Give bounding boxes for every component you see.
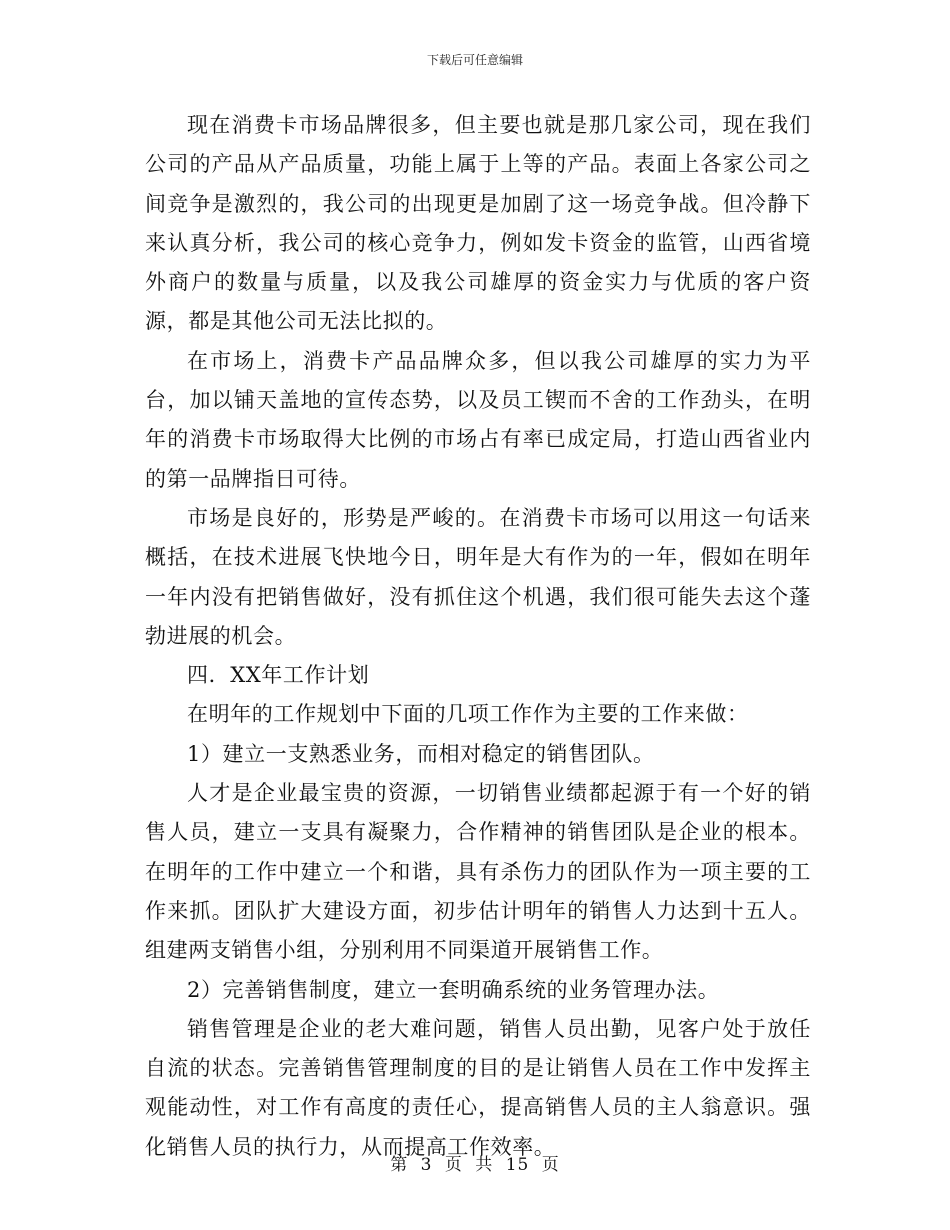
paragraph: 人才是企业最宝贵的资源，一切销售业绩都起源于有一个好的销售人员，建立一支具有凝聚力，合作精神的销售团队是企业的根本。在明年的工作中建立一个和谐，具有杀伤力的团队作为一项主要的工作来抓。团队扩大建设方面，初步估计明年的销售人力达到十五人。组建两支销售小组，分别利用不同渠道开展销售工作。 bbox=[145, 781, 811, 963]
list-item-heading: 1）建立一支熟悉业务，而相对稳定的销售团队。 bbox=[187, 741, 655, 766]
paragraph: 现在消费卡市场品牌很多，但主要也就是那几家公司，现在我们公司的产品从产品质量，功能上属于上等的产品。表面上各家公司之间竞争是激烈的，我公司的出现更是加剧了这一场竞争战。但冷静下来认真分析，我公司的核心竞争力，例如发卡资金的监管，山西省境外商户的数量与质量，以及我公司雄厚的资金实力与优质的客户资源，都是其他公司无法比拟的。 bbox=[145, 113, 811, 334]
paragraph: 市场是良好的，形势是严峻的。在消费卡市场可以用这一句话来概括，在技术进展飞快地今日，明年是大有作为的一年，假如在明年一年内没有把销售做好，没有抓住这个机遇，我们很可能失去这个蓬勃进展的机会。 bbox=[145, 505, 811, 648]
section-heading: 四．XX年工作计划 bbox=[187, 663, 370, 688]
paragraph: 销售管理是企业的老大难问题，销售人员出勤，见客户处于放任自流的状态。完善销售管理制度的目的是让销售人员在工作中发挥主观能动性，对工作有高度的责任心，提高销售人员的主人翁意识。强化销售人员的执行力，从而提高工作效率。 bbox=[145, 1016, 811, 1159]
paragraph: 在市场上，消费卡产品品牌众多，但以我公司雄厚的实力为平台，加以铺天盖地的宣传态势，以及员工锲而不舍的工作劲头，在明年的消费卡市场取得大比例的市场占有率已成定局，打造山西省业内的第一品牌指日可待。 bbox=[145, 348, 811, 491]
list-item-heading: 2）完善销售制度，建立一套明确系统的业务管理办法。 bbox=[187, 977, 720, 1002]
page-header: 下载后可任意编辑 bbox=[426, 53, 523, 67]
document-body bbox=[145, 106, 811, 1167]
page-number: 第 3 页 共 15 页 bbox=[390, 1155, 560, 1175]
paragraph: 在明年的工作规划中下面的几项工作作为主要的工作来做： bbox=[187, 702, 749, 727]
